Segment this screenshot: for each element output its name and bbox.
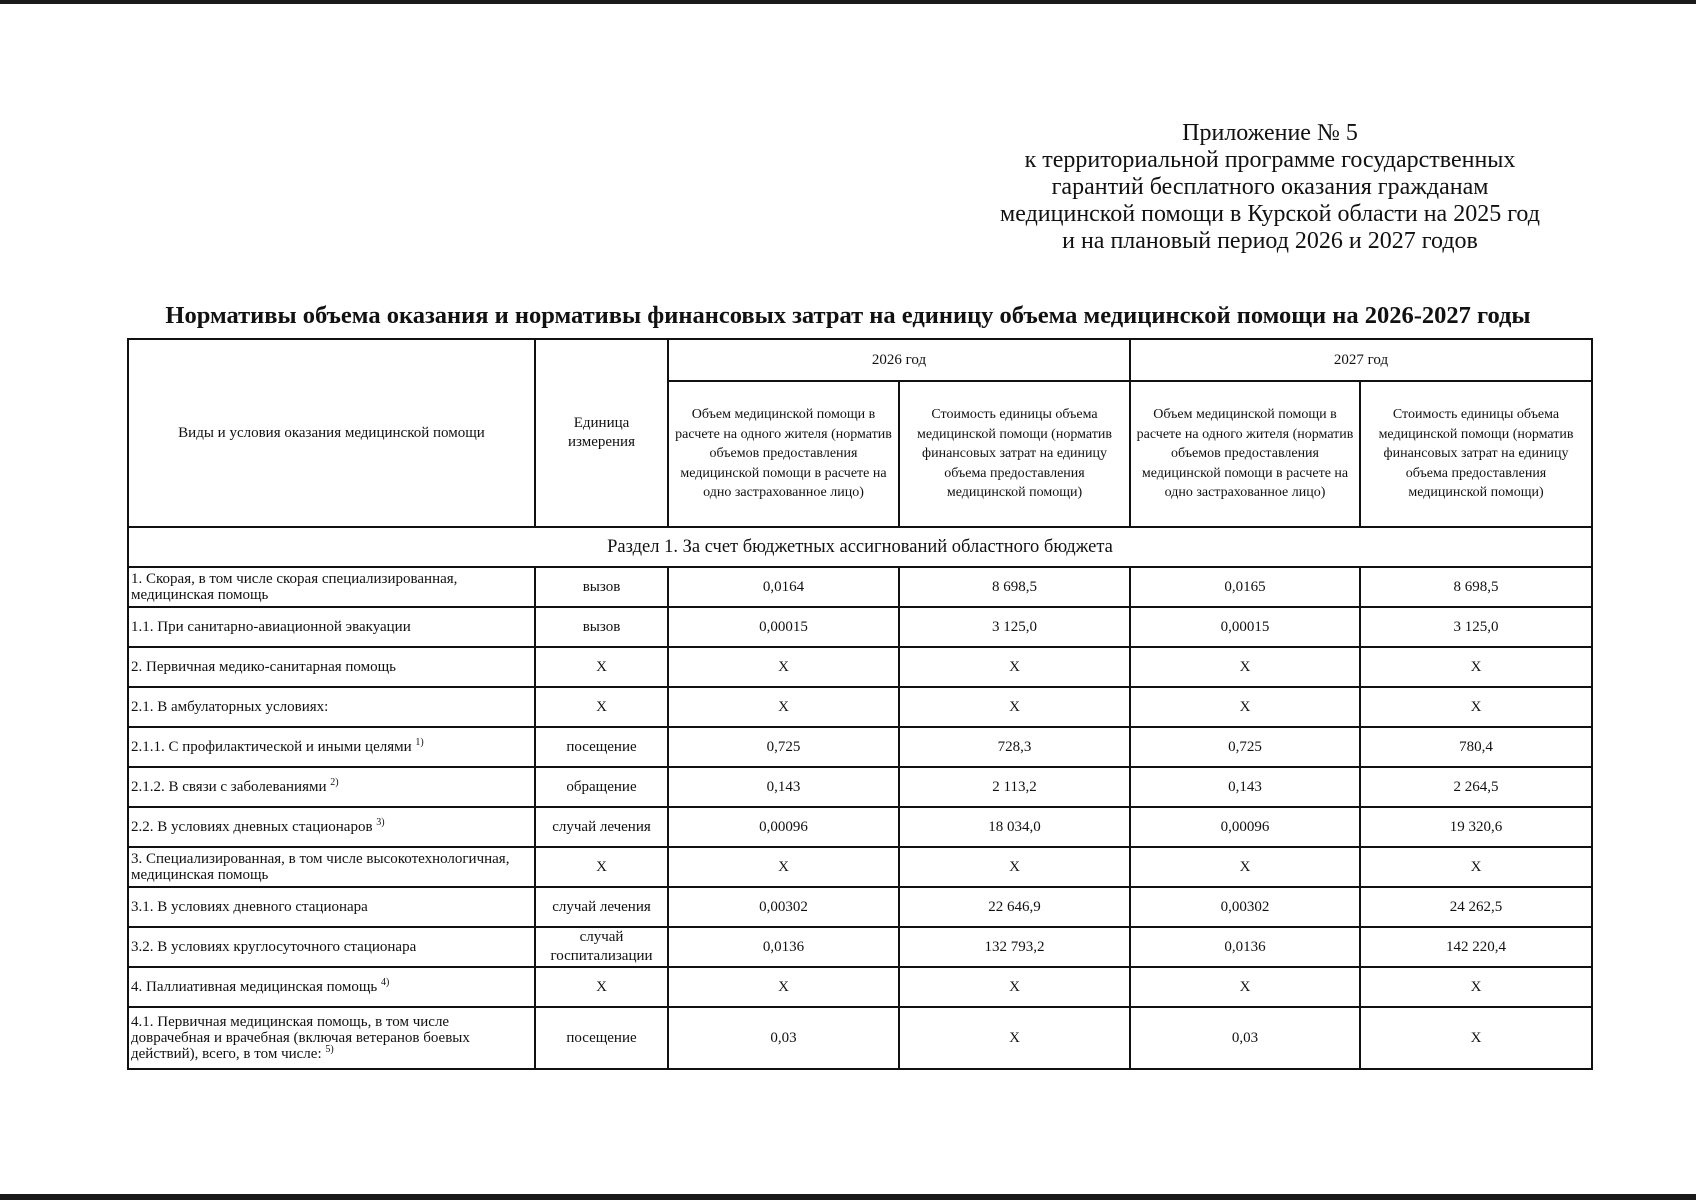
row-cost-2026: X [899, 967, 1130, 1007]
row-cost-2026: X [899, 847, 1130, 887]
row-volume-2027: 0,0136 [1130, 927, 1360, 967]
table-row [128, 727, 1592, 767]
row-name-text: 2.1.1. С профилактической и иными целями [131, 739, 412, 755]
row-name [128, 727, 535, 767]
table-row [128, 1007, 1592, 1069]
row-cost-2027: X [1360, 1007, 1592, 1069]
row-cost-2027: X [1360, 967, 1592, 1007]
footnote-marker: 1) [415, 737, 424, 748]
row-volume-2026: X [668, 647, 899, 687]
row-volume-2026: 0,00302 [668, 887, 899, 927]
row-cost-2027: X [1360, 847, 1592, 887]
row-name [128, 687, 535, 727]
appendix-line: Приложение № 5 [1182, 120, 1358, 146]
appendix-line: и на плановый период 2026 и 2027 годов [1062, 228, 1478, 254]
row-volume-2027: 0,0165 [1130, 567, 1360, 607]
table-row [128, 767, 1592, 807]
header-volume-2027: Объем медицинской помощи в расчете на одного жителя (норматив объемов предоставления медицинской помощи в расчете на одно застрахованное лицо) [1130, 381, 1360, 527]
row-unit: X [535, 967, 668, 1007]
scan-edge-bottom [0, 1194, 1696, 1200]
row-unit: вызов [535, 567, 668, 607]
row-unit: случай госпитализации [535, 927, 668, 967]
row-volume-2027: 0,725 [1130, 727, 1360, 767]
header-row-years [128, 339, 1592, 381]
footnote-marker: 5) [325, 1044, 334, 1055]
row-volume-2027: X [1130, 687, 1360, 727]
row-cost-2027: 3 125,0 [1360, 607, 1592, 647]
row-cost-2026: 8 698,5 [899, 567, 1130, 607]
row-volume-2026: 0,0164 [668, 567, 899, 607]
appendix-note [960, 120, 1580, 255]
row-cost-2027: X [1360, 647, 1592, 687]
row-unit: посещение [535, 1007, 668, 1069]
table-row [128, 687, 1592, 727]
table-row [128, 607, 1592, 647]
table-row [128, 567, 1592, 607]
section-row [128, 527, 1592, 567]
row-name-text: 3.2. В условиях круглосуточного стационара [131, 939, 417, 955]
table-row [128, 967, 1592, 1007]
row-cost-2026: 132 793,2 [899, 927, 1130, 967]
table-row [128, 647, 1592, 687]
row-unit: X [535, 847, 668, 887]
row-name [128, 567, 535, 607]
row-cost-2026: 22 646,9 [899, 887, 1130, 927]
header-cost-2026: Стоимость единицы объема медицинской помощи (норматив финансовых затрат на единицу объема предоставления медицинской помощи) [899, 381, 1130, 527]
row-cost-2027: X [1360, 687, 1592, 727]
scan-edge-top [0, 0, 1696, 4]
row-volume-2027: 0,03 [1130, 1007, 1360, 1069]
table-row [128, 887, 1592, 927]
appendix-line: гарантий бесплатного оказания гражданам [1051, 174, 1489, 200]
row-name-text: 3. Специализированная, в том числе высокотехнологичная, медицинская помощь [131, 851, 510, 883]
row-name [128, 807, 535, 847]
row-cost-2026: 18 034,0 [899, 807, 1130, 847]
row-cost-2026: 3 125,0 [899, 607, 1130, 647]
row-name-text: 3.1. В условиях дневного стационара [131, 899, 368, 915]
row-unit: посещение [535, 727, 668, 767]
row-volume-2026: 0,03 [668, 1007, 899, 1069]
row-name [128, 607, 535, 647]
header-kind: Виды и условия оказания медицинской помощи [128, 339, 535, 527]
row-cost-2026: 2 113,2 [899, 767, 1130, 807]
row-unit: случай лечения [535, 887, 668, 927]
header-cost-2027: Стоимость единицы объема медицинской помощи (норматив финансовых затрат на единицу объема предоставления медицинской помощи) [1360, 381, 1592, 527]
appendix-line: медицинской помощи в Курской области на 2025 год [1000, 201, 1540, 227]
row-name-text: 2. Первичная медико-санитарная помощь [131, 659, 397, 675]
row-volume-2027: 0,00302 [1130, 887, 1360, 927]
row-volume-2027: X [1130, 847, 1360, 887]
row-cost-2027: 24 262,5 [1360, 887, 1592, 927]
row-name [128, 1007, 535, 1069]
row-unit: обращение [535, 767, 668, 807]
row-volume-2027: 0,143 [1130, 767, 1360, 807]
row-volume-2027: X [1130, 647, 1360, 687]
table-row [128, 807, 1592, 847]
table-row [128, 927, 1592, 967]
appendix-line: к территориальной программе государственных [1024, 147, 1516, 173]
row-name [128, 887, 535, 927]
row-volume-2027: X [1130, 967, 1360, 1007]
row-volume-2026: X [668, 847, 899, 887]
row-name-text: 2.2. В условиях дневных стационаров [131, 819, 373, 835]
row-volume-2026: X [668, 967, 899, 1007]
row-unit: X [535, 647, 668, 687]
footnote-marker: 4) [380, 977, 390, 988]
row-name [128, 767, 535, 807]
footnote-marker: 3) [376, 817, 385, 828]
section-title: Раздел 1. За счет бюджетных ассигнований областного бюджета [128, 527, 1592, 567]
row-name-text: 4.1. Первичная медицинская помощь, в том числе доврачебная и врачебная (включая ветеранов боевых действий), всего, в том числе: [131, 1014, 470, 1062]
row-cost-2027: 780,4 [1360, 727, 1592, 767]
row-unit: случай лечения [535, 807, 668, 847]
row-volume-2026: 0,00096 [668, 807, 899, 847]
row-name [128, 967, 535, 1007]
row-cost-2027: 19 320,6 [1360, 807, 1592, 847]
table-row [128, 847, 1592, 887]
row-volume-2026: 0,143 [668, 767, 899, 807]
row-cost-2026: 728,3 [899, 727, 1130, 767]
row-name [128, 847, 535, 887]
header-year-2027: 2027 год [1130, 339, 1592, 381]
row-cost-2026: X [899, 687, 1130, 727]
row-name-text: 2.1.2. В связи с заболеваниями [131, 779, 327, 795]
row-cost-2026: X [899, 1007, 1130, 1069]
row-name-text: 2.1. В амбулаторных условиях: [131, 699, 329, 715]
header-year-2026: 2026 год [668, 339, 1130, 381]
row-volume-2026: 0,725 [668, 727, 899, 767]
row-name-text: 1. Скорая, в том числе скорая специализированная, медицинская помощь [131, 571, 458, 603]
document-title: Нормативы объема оказания и нормативы финансовых затрат на единицу объема медицинской помощи на 2026-2027 годы [165, 302, 1531, 329]
row-volume-2026: X [668, 687, 899, 727]
row-name-text: 1.1. При санитарно-авиационной эвакуации [131, 619, 411, 635]
row-volume-2027: 0,00015 [1130, 607, 1360, 647]
row-name [128, 927, 535, 967]
header-unit: Единица измерения [535, 339, 668, 527]
row-cost-2027: 142 220,4 [1360, 927, 1592, 967]
row-unit: X [535, 687, 668, 727]
row-volume-2026: 0,00015 [668, 607, 899, 647]
row-volume-2027: 0,00096 [1130, 807, 1360, 847]
footnote-marker: 2) [330, 777, 339, 788]
row-cost-2026: X [899, 647, 1130, 687]
row-name-text: 4. Паллиативная медицинская помощь [131, 979, 378, 995]
header-volume-2026: Объем медицинской помощи в расчете на одного жителя (норматив объемов предоставления медицинской помощи в расчете на одно застрахованное лицо) [668, 381, 899, 527]
row-name [128, 647, 535, 687]
row-cost-2027: 8 698,5 [1360, 567, 1592, 607]
row-cost-2027: 2 264,5 [1360, 767, 1592, 807]
norms-table [127, 338, 1593, 1070]
row-unit: вызов [535, 607, 668, 647]
row-volume-2026: 0,0136 [668, 927, 899, 967]
